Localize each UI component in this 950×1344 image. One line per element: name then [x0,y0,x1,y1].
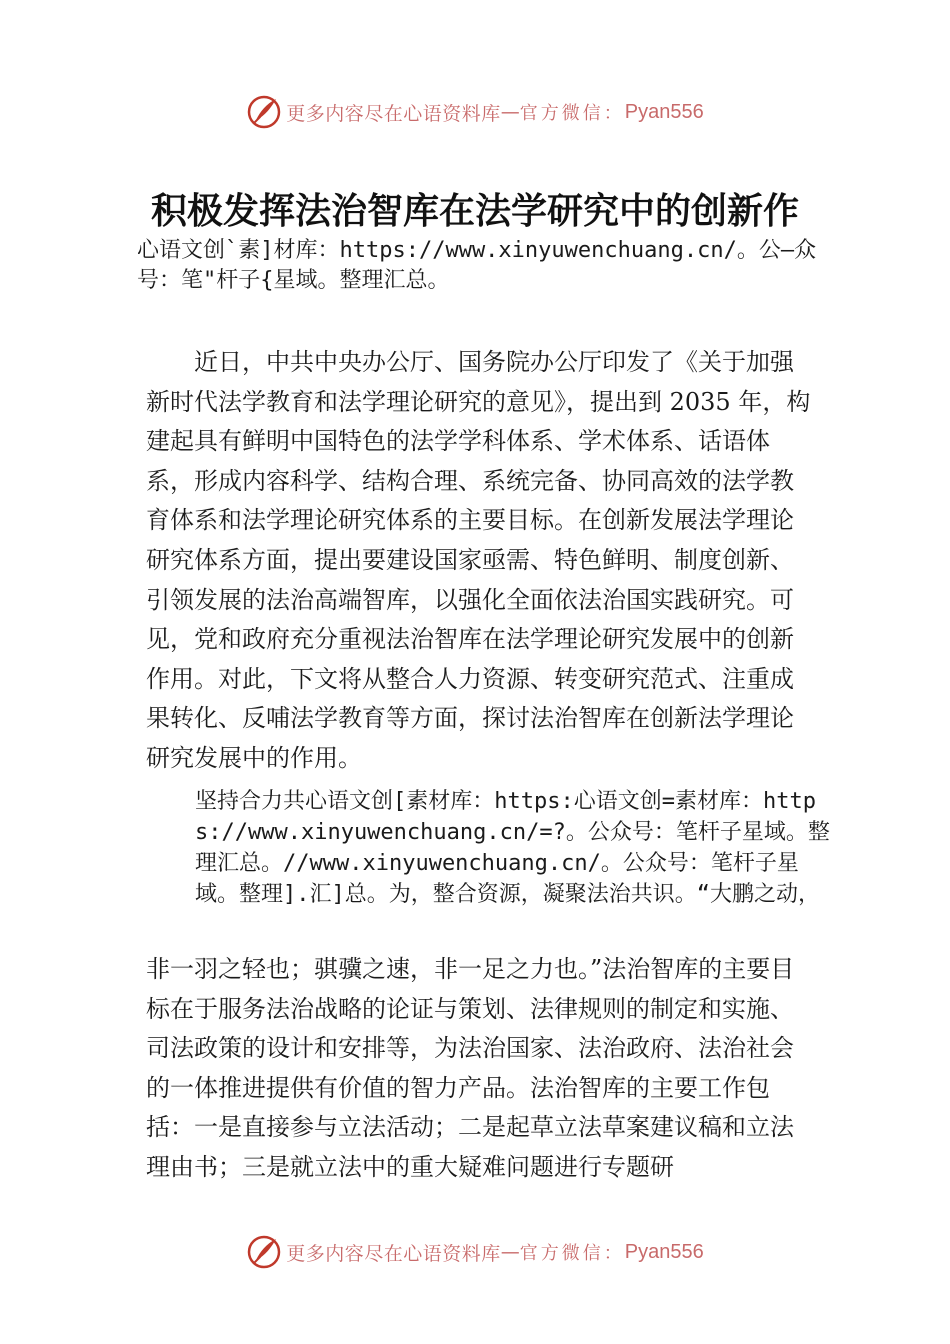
footer-banner [0,1232,950,1272]
banner-official-label: 官方微信： [519,1243,625,1264]
body-paragraph-2: 非一羽之轻也；骐骥之速，非一足之力也。”法治智库的主要目标在于服务法治战略的论证与策划、法律规则的制定和实施、司法政策的设计和安排等，为法治国家、法治政府、法治社会的一体推进提供有价值的智力产品。法治智库的主要工作包括：一是直接参与立法活动；二是起草立法草案建议稿和立法理由书；三是就立法中的重大疑难问题进行专题研 [146,955,795,1181]
header-banner [0,92,950,132]
banner-official-label: 官方微信： [519,103,625,124]
banner-wechat-id: Pyan556 [624,1240,704,1263]
document-title: 积极发挥法治智库在法学研究中的创新作 [150,190,799,232]
body-paragraph-1: 近日，中共中央办公厅、国务院办公厅印发了《关于加强新时代法学教育和法学理论研究的意见》，提出到 2035 年，构建起具有鲜明中国特色的法学学科体系、学术体系、话语体系，形成内容科学、结构合理、系统完备、协同高效的法学教育体系和法学理论研究体系的主要目标。在创新发展法学理论研究体系方面，提出要建设国家亟需、特色鲜明、制度创新、引领发展的法治高端智库，以强化全面依法治国实践研究。可见，党和政府充分重视法治智库在法学理论研究发展中的创新作用。对此，下文将从整合人力资源、转变研究范式、注重成果转化、反哺法学教育等方面，探讨法治智库在创新法学理论研究发展中的作用。 [146,348,811,772]
banner-dash: — [500,1241,520,1263]
quill-pen-logo-icon [246,94,282,130]
banner-wechat-id: Pyan556 [624,100,704,123]
quill-pen-logo-icon [246,1234,282,1270]
banner-promo-text: 更多内容尽在心语资料库 [286,102,501,125]
source-line: 心语文创`素]材库：https://www.xinyuwenchuang.cn/。公—众号：笔"杆子{星域。整理汇总。 [137,238,817,293]
quote-block: 坚持合力共心语文创[素材库：https:心语文创=素材库：https://www.xinyuwenchuang.cn/=?。公众号：笔杆子星域。整理汇总。//www.xinyuwenchuang.cn/。公众号：笔杆子星域。整理].汇]总。为，整合资源，凝聚法治共识。“大鹏之动， [195,789,830,907]
banner-dash: — [500,101,520,123]
banner-promo-text: 更多内容尽在心语资料库 [286,1242,501,1265]
